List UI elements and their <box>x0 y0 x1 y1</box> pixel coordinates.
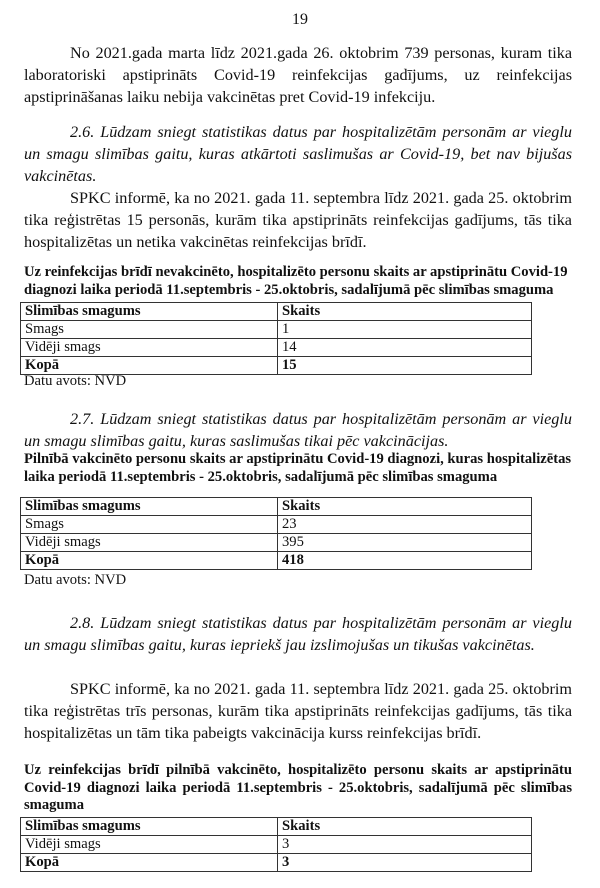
severity-table-2-7 <box>20 497 532 570</box>
table-total-row <box>21 357 532 375</box>
severity-cell: Vidēji smags <box>21 534 278 552</box>
total-label: Kopā <box>21 357 278 375</box>
table-row <box>21 516 532 534</box>
table-row <box>21 836 532 854</box>
table-row <box>21 339 532 357</box>
count-cell: 23 <box>278 516 532 534</box>
table-caption-2-8: Uz reinfekcijas brīdī pilnībā vakcinēto, hospitalizēto personu skaits ar apstiprinātu Covid-19 diagnozi laika periodā 11.septembris - 25.oktobris, sadalījumā pēc slimības smaguma <box>24 762 572 813</box>
question-2-8: 2.8. Lūdzam sniegt statistikas datus par hospitalizētām personām ar vieglu un smagu slimības gaitu, kuras iepriekš jau izslimojušas un tikušas vakcinētas. <box>24 614 572 654</box>
table-caption-2-6: Uz reinfekcijas brīdī nevakcinēto, hospitalizēto personu skaits ar apstiprinātu Covid-19 diagnozi laika periodā 11.septembris - 25.oktobris, sadalījumā pēc slimības smaguma <box>24 264 568 298</box>
table-row <box>21 534 532 552</box>
header-count: Skaits <box>278 818 532 836</box>
total-value: 3 <box>278 854 532 872</box>
table-total-row <box>21 854 532 872</box>
table-caption-2-7: Pilnībā vakcinēto personu skaits ar apstiprinātu Covid-19 diagnozi, kuras hospitalizētas laika periodā 11.septembris - 25.oktobris, sadalījumā pēc slimības smaguma <box>24 451 572 485</box>
header-count: Skaits <box>278 498 532 516</box>
severity-cell: Vidēji smags <box>21 836 278 854</box>
question-2-6: 2.6. Lūdzam sniegt statistikas datus par hospitalizētām personām ar vieglu un smagu slimības gaitu, kuras atkārtoti saslimušas ar Covid-19, bet nav bijušas vakcinētas. <box>24 123 572 185</box>
table-header-row <box>21 818 532 836</box>
question-2-7: 2.7. Lūdzam sniegt statistikas datus par hospitalizētām personām ar vieglu un smagu slimības gaitu, kuras saslimušas tikai pēc vakcinācijas. <box>24 410 572 450</box>
total-value: 15 <box>278 357 532 375</box>
severity-cell: Smags <box>21 321 278 339</box>
count-cell: 1 <box>278 321 532 339</box>
table-row <box>21 321 532 339</box>
severity-cell: Vidēji smags <box>21 339 278 357</box>
header-count: Skaits <box>278 303 532 321</box>
data-source-2-7: Datu avots: NVD <box>24 572 127 588</box>
data-source-2-6: Datu avots: NVD <box>24 373 127 389</box>
severity-table-2-8 <box>20 817 532 872</box>
total-value: 418 <box>278 552 532 570</box>
count-cell: 14 <box>278 339 532 357</box>
severity-cell: Smags <box>21 516 278 534</box>
severity-table-2-6 <box>20 302 532 375</box>
table-header-row <box>21 498 532 516</box>
answer-2-8: SPKC informē, ka no 2021. gada 11. septembra līdz 2021. gada 25. oktobrim tika reģistrētas trīs personas, kurām tika apstiprināts reinfekcijas gadījums, tās tika hospitalizētas un tām tika pabeigts vakcinācija kurss reinfekcijas brīdī. <box>24 680 572 742</box>
total-label: Kopā <box>21 854 278 872</box>
count-cell: 3 <box>278 836 532 854</box>
count-cell: 395 <box>278 534 532 552</box>
total-label: Kopā <box>21 552 278 570</box>
table-total-row <box>21 552 532 570</box>
header-severity: Slimības smagums <box>21 498 278 516</box>
header-severity: Slimības smagums <box>21 818 278 836</box>
table-header-row <box>21 303 532 321</box>
header-severity: Slimības smagums <box>21 303 278 321</box>
answer-2-6: SPKC informē, ka no 2021. gada 11. septembra līdz 2021. gada 25. oktobrim tika reģistrētas 15 personās, kurām tika apstiprināts reinfekcijas gadījums, tās tika hospitalizētas un netika vakcinētas reinfekcijas brīdī. <box>24 189 572 251</box>
page-number: 19 <box>292 11 308 28</box>
intro-paragraph: No 2021.gada marta līdz 2021.gada 26. oktobrim 739 personas, kuram tika laboratoriski apstiprināts Covid-19 reinfekcijas gadījums, uz reinfekcijas apstiprināšanas laiku nebija vakcinētas pret Covid-19 infekciju. <box>24 44 572 106</box>
